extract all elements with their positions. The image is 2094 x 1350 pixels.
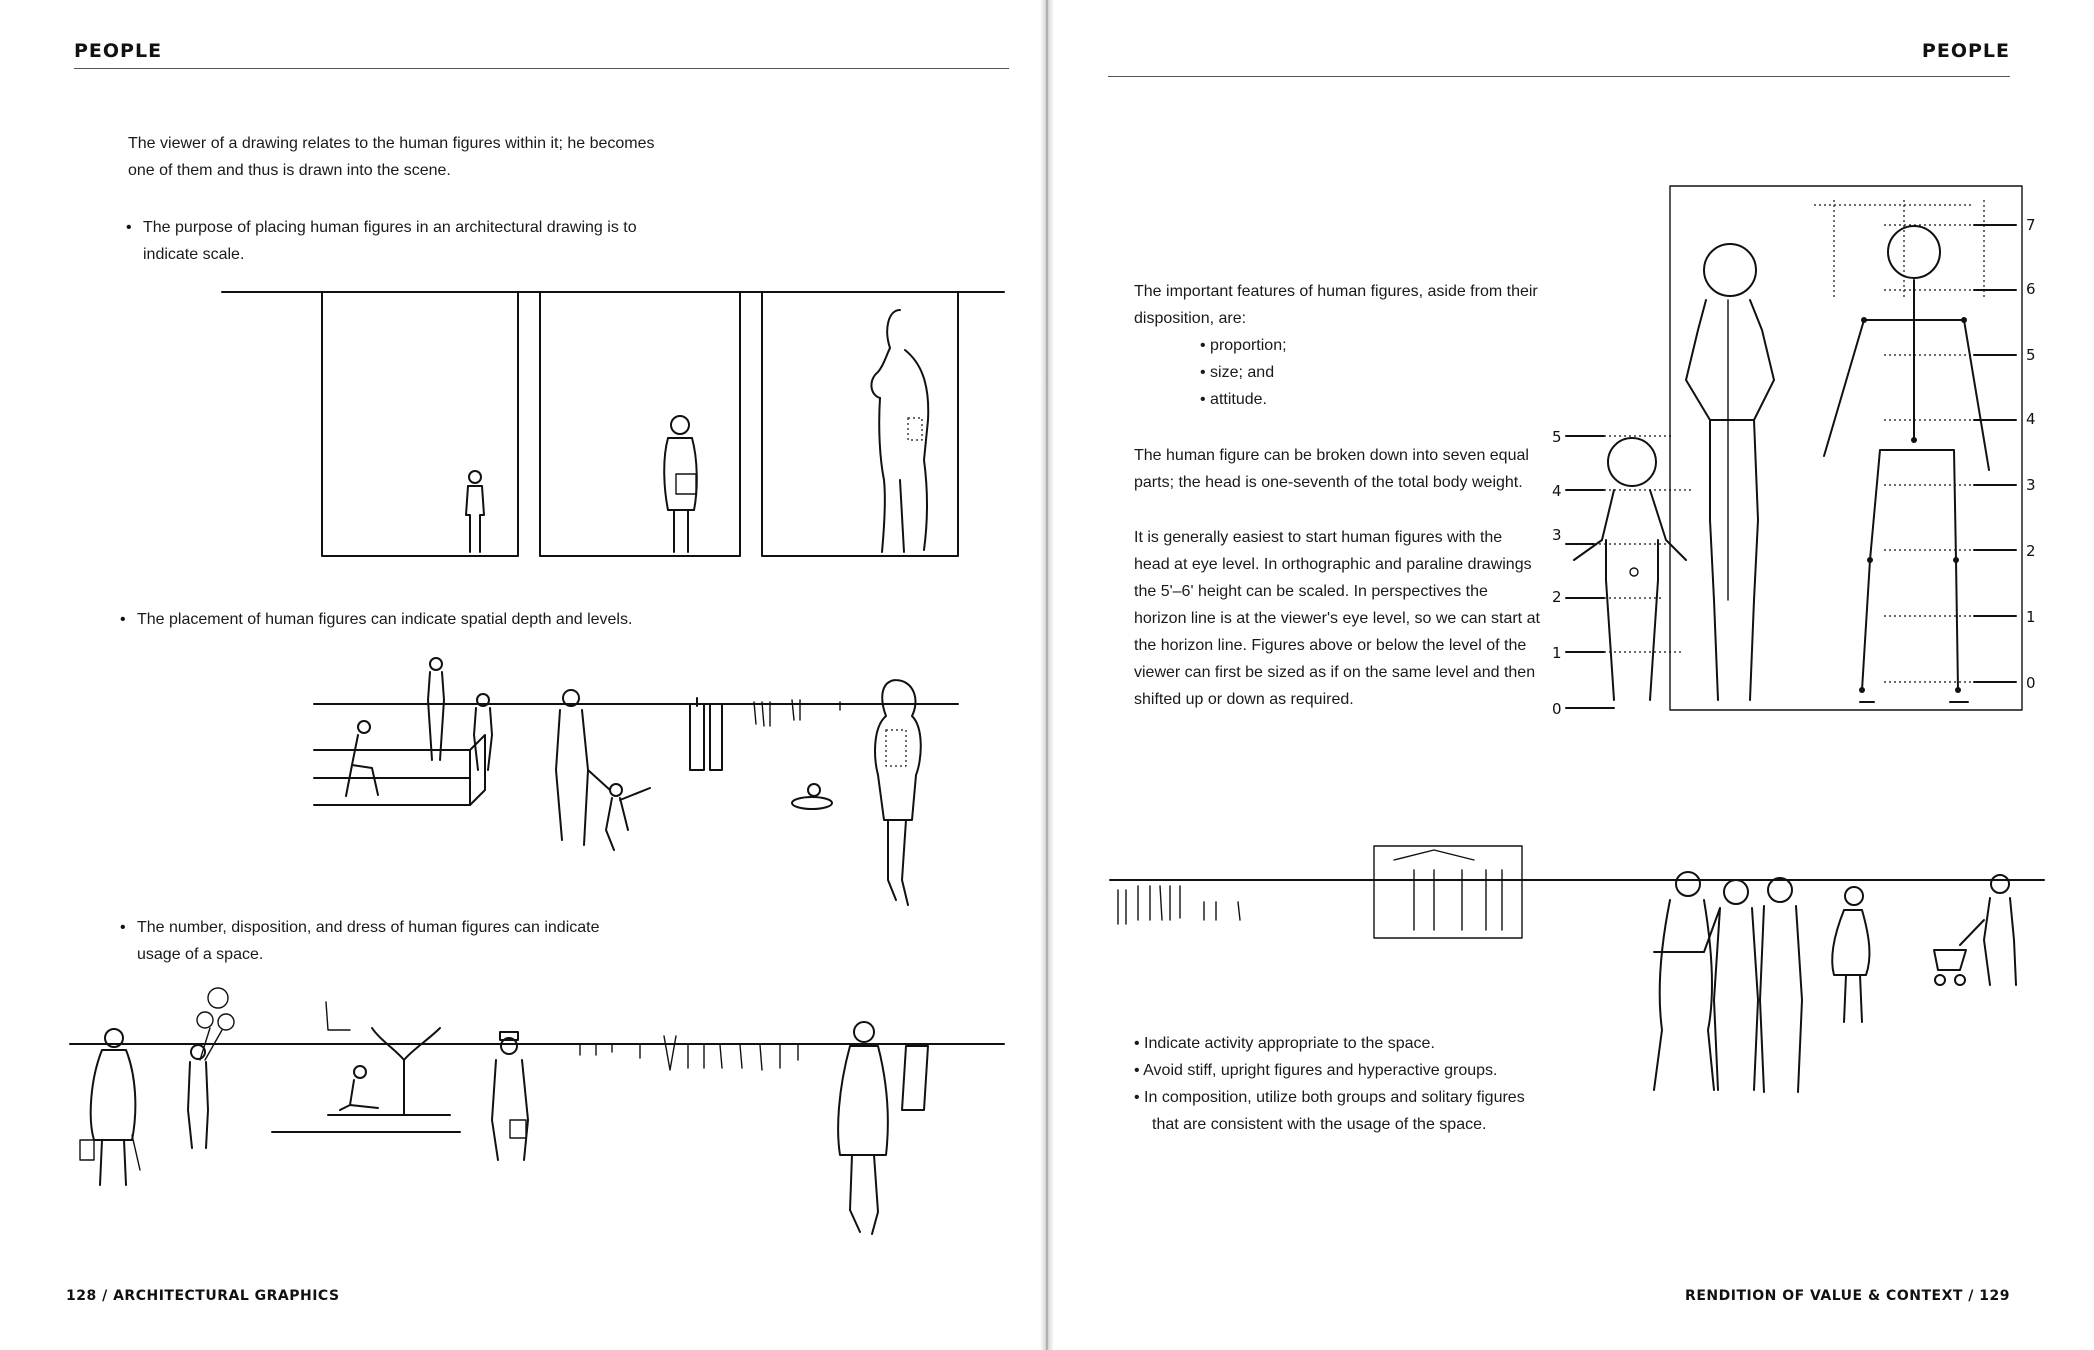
tips-list [1134,1030,1525,1138]
scale-right-label: 3 [2026,476,2036,494]
bullet-dot: • [126,219,132,236]
features-intro: The important features of human figures, aside from their disposition, are: [1134,283,1538,327]
feature-item: • attitude. [1200,391,1267,408]
scale-left-label: 5 [1552,428,1562,446]
seven-parts-paragraph: The human figure can be broken down into seven equal parts; the head is one-seventh of the total body weight. [1134,447,1529,491]
right-header-title: PEOPLE [1921,40,2010,62]
intro-paragraph: The viewer of a drawing relates to the human figures within it; he becomes one of them and thus is drawn into the scene. [128,135,655,179]
tip-item: • Indicate activity appropriate to the space. [1134,1035,1435,1052]
scale-left-label: 4 [1552,482,1562,500]
left-header-title: PEOPLE [74,40,163,62]
right-page [1054,0,2094,1350]
scale-left-label: 1 [1552,644,1562,662]
scale-right-label: 7 [2026,216,2036,234]
scale-left-label: 3 [1552,526,1562,544]
right-footer: RENDITION OF VALUE & CONTEXT / 129 [1685,1288,2010,1304]
scale-right-label: 2 [2026,542,2036,560]
scale-right-label: 4 [2026,410,2036,428]
bullet-scale: The purpose of placing human figures in an architectural drawing is to indicate scale. [143,219,637,263]
book-gutter [1040,0,1054,1350]
scale-right-label: 6 [2026,280,2036,298]
eye-level-paragraph: It is generally easiest to start human figures with the head at eye level. In orthographic and paraline drawings the 5'–6' height can be scaled. In perspectives the horizon line is at the viewer's eye level, so we can start at the horizon line. Figures above or below the level of the viewer can first be sized as if on the same level and then shifted up or down as required. [1134,529,1540,708]
scale-left-label: 0 [1552,700,1562,718]
scale-left-label: 2 [1552,588,1562,606]
scale-right-label: 0 [2026,674,2036,692]
tip-item-continuation: that are consistent with the usage of the space. [1152,1116,1487,1133]
left-page: PEOPLE The viewer of a drawing relates to the human figures within it; he becomes one of them and thus is drawn into the scene. • The purpose of placing human figures in an architectural drawing is to indicate scale. • The placement of human figures can indicate spatial depth and levels. • The number, disposition, and dress of human figures can indicate usage of a space. 128 / ARCHITECTURAL GRAPHICS [0,0,1040,1350]
tip-item: • In composition, utilize both groups and solitary figures [1134,1089,1525,1106]
left-footer: 128 / ARCHITECTURAL GRAPHICS [66,1288,340,1304]
bullet-usage: The number, disposition, and dress of human figures can indicate usage of a space. [137,919,600,963]
feature-item: • proportion; [1200,337,1287,354]
scale-right-label: 1 [2026,608,2036,626]
feature-item: • size; and [1200,364,1275,381]
tip-item: • Avoid stiff, upright figures and hyperactive groups. [1134,1062,1498,1079]
bullet-depth: The placement of human figures can indicate spatial depth and levels. [137,611,633,628]
scale-right-label: 5 [2026,346,2036,364]
activity-illustration [1054,0,2094,1350]
usage-illustration [0,0,1040,1350]
